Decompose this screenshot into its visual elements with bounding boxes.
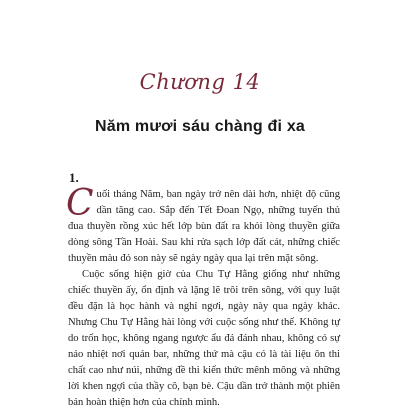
section-number: 1. xyxy=(69,170,79,185)
paragraph-2: Cuộc sống hiện giờ của Chu Tự Hằng giống như những chiếc thuyền ấy, ổn định và lặng lẽ trôi trên sông, với quy luật đều đặn là học hành và nghỉ ngơi, ngày này qua ngày khác. Nhưng Chu Tự Hằng hài lòng với cuộc sống như thế. Không tự do trốn học, không ngang ngược ẩu đả đánh nhau, không có sự náo nhiệt nơi quán bar, những thứ mà cậu có là tài liệu ôn thi chất cao như núi, những đề thi kiến thức mênh mông và những lời khen ngợi của thầy cô, bạn bè. Cậu dần trở thành một phiên bản hoàn thiện hơn của chính mình. xyxy=(68,269,340,408)
chapter-title: Năm mươi sáu chàng đi xa xyxy=(94,118,306,135)
body-text xyxy=(66,183,340,411)
chapter-label: Chương 14 xyxy=(139,70,261,94)
paragraph-1-text: uối tháng Năm, ban ngày trở nên dài hơn, nhiệt độ cũng dần tăng cao. Sắp đến Tết Đoan Ngọ, những tuyến thủ đua thuyền rồng xúc hết lớp bùn đất ra khỏi lòng thuyền giữa dòng sông Tần Hoài. Sau khi rửa sạch lớp đất cát, những chiếc thuyền màu đỏ son này sẽ ngày ngày qua lại trên mặt sông. xyxy=(68,189,340,264)
paragraph-1 xyxy=(66,183,340,267)
drop-cap: C xyxy=(66,183,94,224)
